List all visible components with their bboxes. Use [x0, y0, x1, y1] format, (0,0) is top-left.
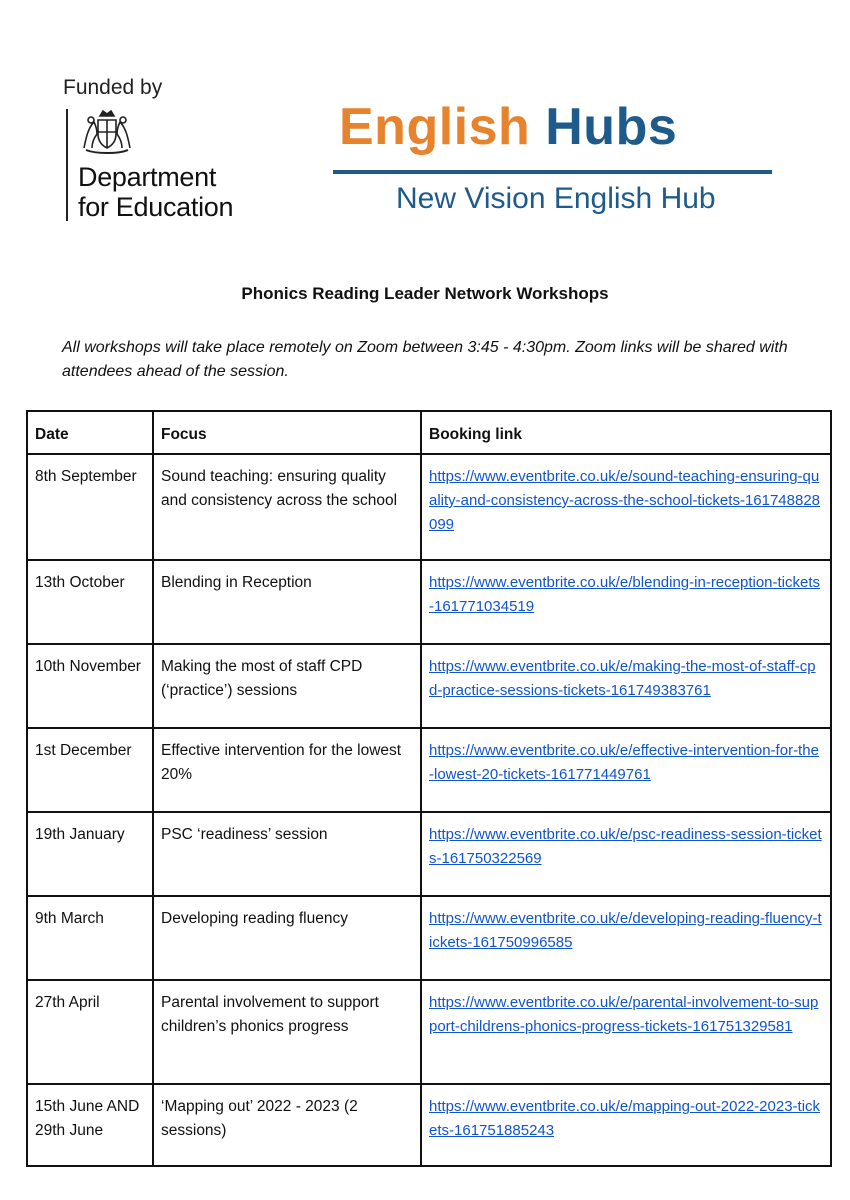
booking-link-cell — [421, 980, 831, 1084]
hubs-word: Hubs — [545, 98, 678, 156]
focus-cell: Sound teaching: ensuring quality and consistency across the school — [153, 454, 421, 560]
date-cell: 1st December — [27, 728, 153, 812]
hubs-divider — [333, 170, 772, 174]
header-booking-link: Booking link — [421, 411, 831, 454]
date-cell: 9th March — [27, 896, 153, 980]
english-hubs-logo — [333, 96, 773, 226]
booking-link[interactable]: https://www.eventbrite.co.uk/e/blending-in-reception-tickets-161771034519 — [429, 574, 821, 615]
table-row — [27, 1084, 831, 1166]
booking-link-cell — [421, 728, 831, 812]
funded-by-label: Funded by — [63, 76, 163, 99]
focus-cell: Developing reading fluency — [153, 896, 421, 980]
booking-link[interactable]: https://www.eventbrite.co.uk/e/effective-intervention-for-the-lowest-20-tickets-161771449761 — [429, 742, 819, 783]
table-row — [27, 454, 831, 560]
date-cell: 10th November — [27, 644, 153, 728]
focus-cell: Making the most of staff CPD (‘practice’) sessions — [153, 644, 421, 728]
booking-link-cell — [421, 812, 831, 896]
focus-cell: PSC ‘readiness’ session — [153, 812, 421, 896]
hub-subtitle: New Vision English Hub — [396, 182, 716, 215]
booking-link[interactable]: https://www.eventbrite.co.uk/e/developing-reading-fluency-tickets-161750996585 — [429, 910, 822, 951]
booking-link-cell — [421, 644, 831, 728]
date-cell: 13th October — [27, 560, 153, 644]
date-cell: 27th April — [27, 980, 153, 1084]
date-cell: 8th September — [27, 454, 153, 560]
focus-cell: ‘Mapping out’ 2022 - 2023 (2 sessions) — [153, 1084, 421, 1166]
department-line-1: Department — [78, 162, 217, 192]
table-row — [27, 812, 831, 896]
dfe-logo-bar — [66, 109, 68, 221]
booking-link-cell — [421, 560, 831, 644]
booking-link[interactable]: https://www.eventbrite.co.uk/e/making-the-most-of-staff-cpd-practice-sessions-tickets-161749383761 — [429, 658, 816, 699]
table-header-row — [27, 411, 831, 454]
header-focus: Focus — [153, 411, 421, 454]
department-line-2: for Education — [78, 192, 234, 222]
table-row — [27, 644, 831, 728]
table-row — [27, 896, 831, 980]
booking-link-cell — [421, 1084, 831, 1166]
table-row — [27, 560, 831, 644]
table-row — [27, 980, 831, 1084]
date-cell: 19th January — [27, 812, 153, 896]
booking-link[interactable]: https://www.eventbrite.co.uk/e/mapping-out-2022-2023-tickets-161751885243 — [429, 1098, 821, 1139]
royal-coat-of-arms-icon — [78, 108, 136, 156]
date-cell: 15th June AND 29th June — [27, 1084, 153, 1166]
booking-link-cell — [421, 896, 831, 980]
document-title: Phonics Reading Leader Network Workshops — [241, 284, 609, 303]
english-hubs-title — [339, 96, 677, 158]
booking-link[interactable]: https://www.eventbrite.co.uk/e/parental-involvement-to-support-childrens-phonics-progress-tickets-161751329581 — [429, 994, 819, 1035]
table-row — [27, 728, 831, 812]
department-name — [78, 162, 233, 222]
focus-cell: Parental involvement to support children’s phonics progress — [153, 980, 421, 1084]
booking-link[interactable]: https://www.eventbrite.co.uk/e/psc-readiness-session-tickets-161750322569 — [429, 826, 822, 867]
focus-cell: Blending in Reception — [153, 560, 421, 644]
intro-text: All workshops will take place remotely on Zoom between 3:45 - 4:30pm. Zoom links will be shared with attendees ahead of the session. — [62, 339, 788, 380]
header-date: Date — [27, 411, 153, 454]
booking-link[interactable]: https://www.eventbrite.co.uk/e/sound-teaching-ensuring-quality-and-consistency-across-the-school-tickets-161748828099 — [429, 468, 821, 533]
booking-link-cell — [421, 454, 831, 560]
workshop-schedule-table — [26, 410, 832, 1167]
focus-cell: Effective intervention for the lowest 20% — [153, 728, 421, 812]
english-word: English — [339, 98, 531, 156]
